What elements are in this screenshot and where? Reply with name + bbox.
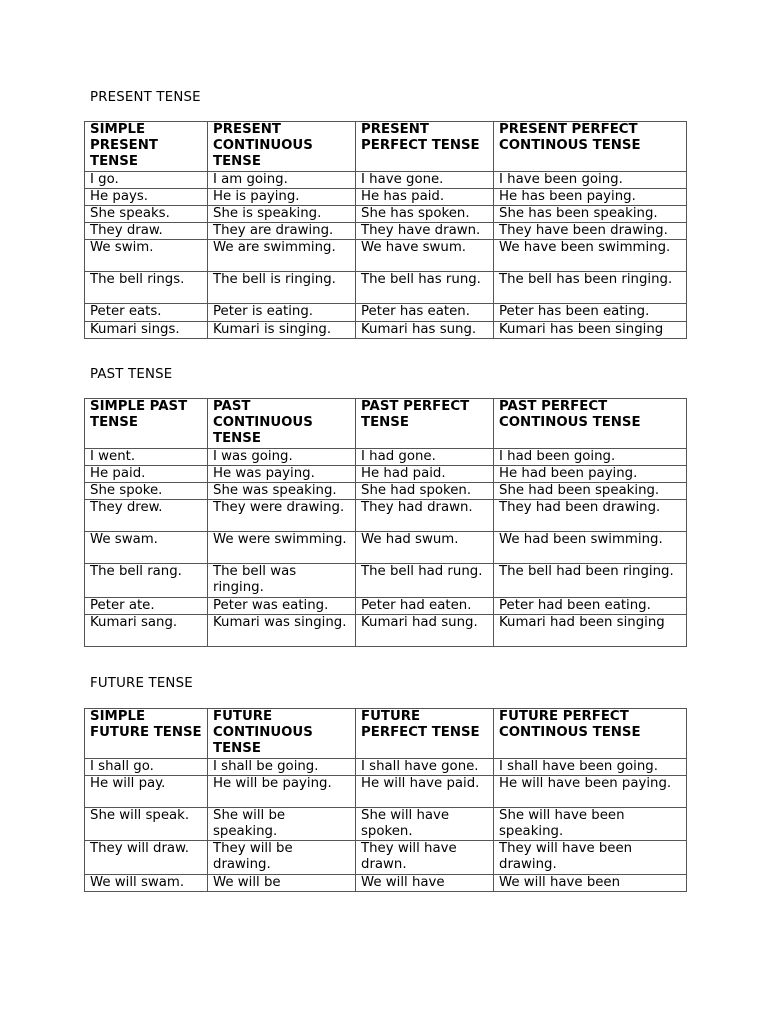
table-cell: Kumari is singing. bbox=[208, 321, 356, 338]
table-cell: I shall have been going. bbox=[494, 758, 687, 775]
table-cell: Peter had eaten. bbox=[356, 597, 494, 614]
table-cell: I had gone. bbox=[356, 448, 494, 465]
section-title-present: PRESENT TENSE bbox=[90, 90, 201, 105]
table-cell: They will have been drawing. bbox=[494, 841, 687, 874]
table-cell: They are drawing. bbox=[208, 223, 356, 240]
table-cell: The bell was ringing. bbox=[208, 564, 356, 597]
table-cell: He will be paying. bbox=[208, 775, 356, 807]
table-cell: Peter ate. bbox=[85, 597, 208, 614]
table-header-row bbox=[85, 122, 687, 172]
table-row bbox=[85, 500, 687, 532]
table-cell: Peter eats. bbox=[85, 304, 208, 321]
table-header-row bbox=[85, 709, 687, 759]
table-cell: She speaks. bbox=[85, 206, 208, 223]
column-header: PRESENT PERFECT TENSE bbox=[356, 122, 494, 172]
table-cell: I shall go. bbox=[85, 758, 208, 775]
table-cell: They were drawing. bbox=[208, 500, 356, 532]
table-row bbox=[85, 532, 687, 564]
table-cell: She spoke. bbox=[85, 483, 208, 500]
table-cell: We swim. bbox=[85, 240, 208, 272]
table-row bbox=[85, 448, 687, 465]
table-row bbox=[85, 483, 687, 500]
table-cell: They draw. bbox=[85, 223, 208, 240]
table-cell: Kumari has sung. bbox=[356, 321, 494, 338]
table-row bbox=[85, 597, 687, 614]
table-cell: Peter was eating. bbox=[208, 597, 356, 614]
table-cell: He is paying. bbox=[208, 188, 356, 205]
table-row bbox=[85, 171, 687, 188]
table-cell: He was paying. bbox=[208, 465, 356, 482]
table-row bbox=[85, 775, 687, 807]
table-cell: They have drawn. bbox=[356, 223, 494, 240]
table-cell: We had swum. bbox=[356, 532, 494, 564]
table-cell: They had been drawing. bbox=[494, 500, 687, 532]
column-header: PAST PERFECT TENSE bbox=[356, 399, 494, 449]
table-cell: She was speaking. bbox=[208, 483, 356, 500]
table-row bbox=[85, 223, 687, 240]
table-cell: I shall be going. bbox=[208, 758, 356, 775]
table-row bbox=[85, 841, 687, 874]
table-cell: She has spoken. bbox=[356, 206, 494, 223]
future-tense-table bbox=[84, 708, 687, 892]
table-cell: The bell had rung. bbox=[356, 564, 494, 597]
table-cell: She will have been speaking. bbox=[494, 807, 687, 840]
table-cell: She will be speaking. bbox=[208, 807, 356, 840]
table-cell: We swam. bbox=[85, 532, 208, 564]
table-cell: We will have been bbox=[494, 874, 687, 891]
table-cell: He will pay. bbox=[85, 775, 208, 807]
table-cell: We have been swimming. bbox=[494, 240, 687, 272]
column-header: PAST PERFECT CONTINOUS TENSE bbox=[494, 399, 687, 449]
table-cell: Kumari has been singing bbox=[494, 321, 687, 338]
table-cell: I was going. bbox=[208, 448, 356, 465]
table-row bbox=[85, 758, 687, 775]
table-cell: She has been speaking. bbox=[494, 206, 687, 223]
table-row bbox=[85, 564, 687, 597]
past-tense-table bbox=[84, 398, 687, 647]
table-cell: They will draw. bbox=[85, 841, 208, 874]
column-header: FUTURE PERFECT CONTINOUS TENSE bbox=[494, 709, 687, 759]
table-header-row bbox=[85, 399, 687, 449]
column-header: FUTURE CONTINUOUS TENSE bbox=[208, 709, 356, 759]
table-cell: He has been paying. bbox=[494, 188, 687, 205]
table-row bbox=[85, 321, 687, 338]
table-row bbox=[85, 304, 687, 321]
table-cell: Peter had been eating. bbox=[494, 597, 687, 614]
table-cell: She had spoken. bbox=[356, 483, 494, 500]
column-header: FUTURE PERFECT TENSE bbox=[356, 709, 494, 759]
table-cell: They had drawn. bbox=[356, 500, 494, 532]
table-cell: He will have been paying. bbox=[494, 775, 687, 807]
table-row bbox=[85, 807, 687, 840]
table-row bbox=[85, 614, 687, 646]
table-cell: Kumari was singing. bbox=[208, 614, 356, 646]
table-cell: The bell had been ringing. bbox=[494, 564, 687, 597]
column-header: SIMPLE FUTURE TENSE bbox=[85, 709, 208, 759]
table-cell: I shall have gone. bbox=[356, 758, 494, 775]
table-row bbox=[85, 874, 687, 891]
column-header: SIMPLE PRESENT TENSE bbox=[85, 122, 208, 172]
table-cell: I had been going. bbox=[494, 448, 687, 465]
table-row bbox=[85, 272, 687, 304]
column-header: PAST CONTINUOUS TENSE bbox=[208, 399, 356, 449]
table-cell: Peter has eaten. bbox=[356, 304, 494, 321]
table-cell: Kumari had been singing bbox=[494, 614, 687, 646]
section-title-past: PAST TENSE bbox=[90, 367, 173, 382]
table-cell: We will swam. bbox=[85, 874, 208, 891]
column-header: PRESENT CONTINUOUS TENSE bbox=[208, 122, 356, 172]
table-cell: She will speak. bbox=[85, 807, 208, 840]
table-cell: Kumari sings. bbox=[85, 321, 208, 338]
table-cell: Kumari had sung. bbox=[356, 614, 494, 646]
table-cell: The bell is ringing. bbox=[208, 272, 356, 304]
table-cell: We had been swimming. bbox=[494, 532, 687, 564]
table-cell: We were swimming. bbox=[208, 532, 356, 564]
table-cell: Kumari sang. bbox=[85, 614, 208, 646]
table-cell: He paid. bbox=[85, 465, 208, 482]
table-cell: I went. bbox=[85, 448, 208, 465]
table-cell: He has paid. bbox=[356, 188, 494, 205]
table-cell: The bell has been ringing. bbox=[494, 272, 687, 304]
table-cell: She is speaking. bbox=[208, 206, 356, 223]
section-title-future: FUTURE TENSE bbox=[90, 676, 193, 691]
table-cell: I have been going. bbox=[494, 171, 687, 188]
table-cell: We will have bbox=[356, 874, 494, 891]
table-cell: They will have drawn. bbox=[356, 841, 494, 874]
table-cell: The bell rang. bbox=[85, 564, 208, 597]
table-cell: She had been speaking. bbox=[494, 483, 687, 500]
table-cell: We are swimming. bbox=[208, 240, 356, 272]
table-row bbox=[85, 465, 687, 482]
table-cell: We will be bbox=[208, 874, 356, 891]
present-tense-table bbox=[84, 121, 687, 339]
table-cell: The bell rings. bbox=[85, 272, 208, 304]
table-cell: He had paid. bbox=[356, 465, 494, 482]
table-row bbox=[85, 240, 687, 272]
table-cell: She will have spoken. bbox=[356, 807, 494, 840]
column-header: SIMPLE PAST TENSE bbox=[85, 399, 208, 449]
table-row bbox=[85, 206, 687, 223]
table-cell: I go. bbox=[85, 171, 208, 188]
table-cell: Peter has been eating. bbox=[494, 304, 687, 321]
table-cell: We have swum. bbox=[356, 240, 494, 272]
table-row bbox=[85, 188, 687, 205]
table-cell: I have gone. bbox=[356, 171, 494, 188]
table-cell: They drew. bbox=[85, 500, 208, 532]
table-cell: Peter is eating. bbox=[208, 304, 356, 321]
table-cell: I am going. bbox=[208, 171, 356, 188]
table-cell: He will have paid. bbox=[356, 775, 494, 807]
column-header: PRESENT PERFECT CONTINOUS TENSE bbox=[494, 122, 687, 172]
table-cell: They have been drawing. bbox=[494, 223, 687, 240]
table-cell: They will be drawing. bbox=[208, 841, 356, 874]
table-cell: He had been paying. bbox=[494, 465, 687, 482]
table-cell: The bell has rung. bbox=[356, 272, 494, 304]
table-cell: He pays. bbox=[85, 188, 208, 205]
